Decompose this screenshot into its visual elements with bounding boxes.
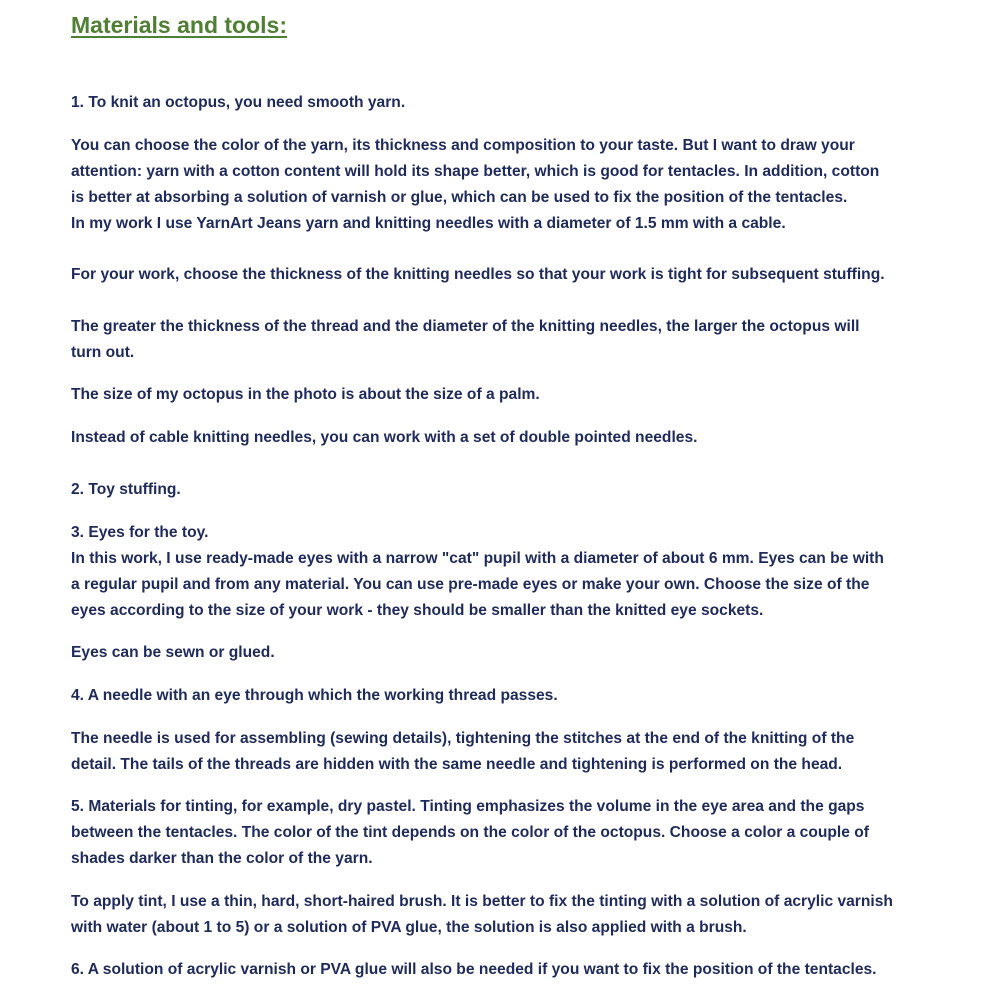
text-line: Instead of cable knitting needles, you can work with a set of double pointed needles. [71,429,698,446]
text-line: 6. A solution of acrylic varnish or PVA glue will also be needed if you want to fix the position of the tentacles. [71,961,877,978]
paragraph [71,889,951,941]
text-line: In this work, I use ready-made eyes with a narrow "cat" pupil with a diameter of about 6 mm. Eyes can be with [71,550,884,567]
paragraph [71,262,951,288]
paragraph [71,382,951,408]
text-line: between the tentacles. The color of the tint depends on the color of the octopus. Choose a color a couple of [71,824,869,841]
paragraph [71,477,951,503]
text-line: For your work, choose the thickness of the knitting needles so that your work is tight for subsequent stuffing. [71,266,885,283]
text-line: 1. To knit an octopus, you need smooth yarn. [71,94,406,111]
text-line: a regular pupil and from any material. You can use pre-made eyes or make your own. Choose the size of the [71,576,870,593]
text-line: 4. A needle with an eye through which the working thread passes. [71,687,558,704]
paragraph [71,794,951,872]
text-line: eyes according to the size of your work - they should be smaller than the knitted eye sockets. [71,602,764,619]
text-line: detail. The tails of the threads are hidden with the same needle and tightening is performed on the head. [71,756,843,773]
text-line: 3. Eyes for the toy. [71,524,209,541]
page-title: Materials and tools: [71,12,287,38]
text-line: 5. Materials for tinting, for example, dry pastel. Tinting emphasizes the volume in the eye area and the gaps [71,798,865,815]
paragraph [71,90,951,116]
text-line: You can choose the color of the yarn, its thickness and composition to your taste. But I want to draw your [71,137,855,154]
paragraph [71,640,951,666]
text-line: In my work I use YarnArt Jeans yarn and knitting needles with a diameter of 1.5 mm with a cable. [71,215,786,232]
paragraph [71,133,951,237]
paragraph [71,683,951,709]
text-line: The greater the thickness of the thread and the diameter of the knitting needles, the larger the octopus will [71,318,860,335]
paragraph [71,520,951,624]
text-line: turn out. [71,344,135,361]
text-line: with water (about 1 to 5) or a solution of PVA glue, the solution is also applied with a brush. [71,919,747,936]
text-line: The size of my octopus in the photo is about the size of a palm. [71,386,540,403]
paragraph [71,314,951,366]
text-line: Eyes can be sewn or glued. [71,644,275,661]
text-line: attention: yarn with a cotton content will hold its shape better, which is good for tentacles. In addition, cotton [71,163,880,180]
paragraph [71,957,951,983]
text-line: 2. Toy stuffing. [71,481,181,498]
paragraph [71,425,951,451]
text-line: To apply tint, I use a thin, hard, short-haired brush. It is better to fix the tinting with a solution of acrylic varnish [71,893,893,910]
paragraph [71,726,951,778]
text-line: The needle is used for assembling (sewing details), tightening the stitches at the end of the knitting of the [71,730,855,747]
text-line: is better at absorbing a solution of varnish or glue, which can be used to fix the position of the tentacles. [71,189,848,206]
text-line: shades darker than the color of the yarn. [71,850,373,867]
